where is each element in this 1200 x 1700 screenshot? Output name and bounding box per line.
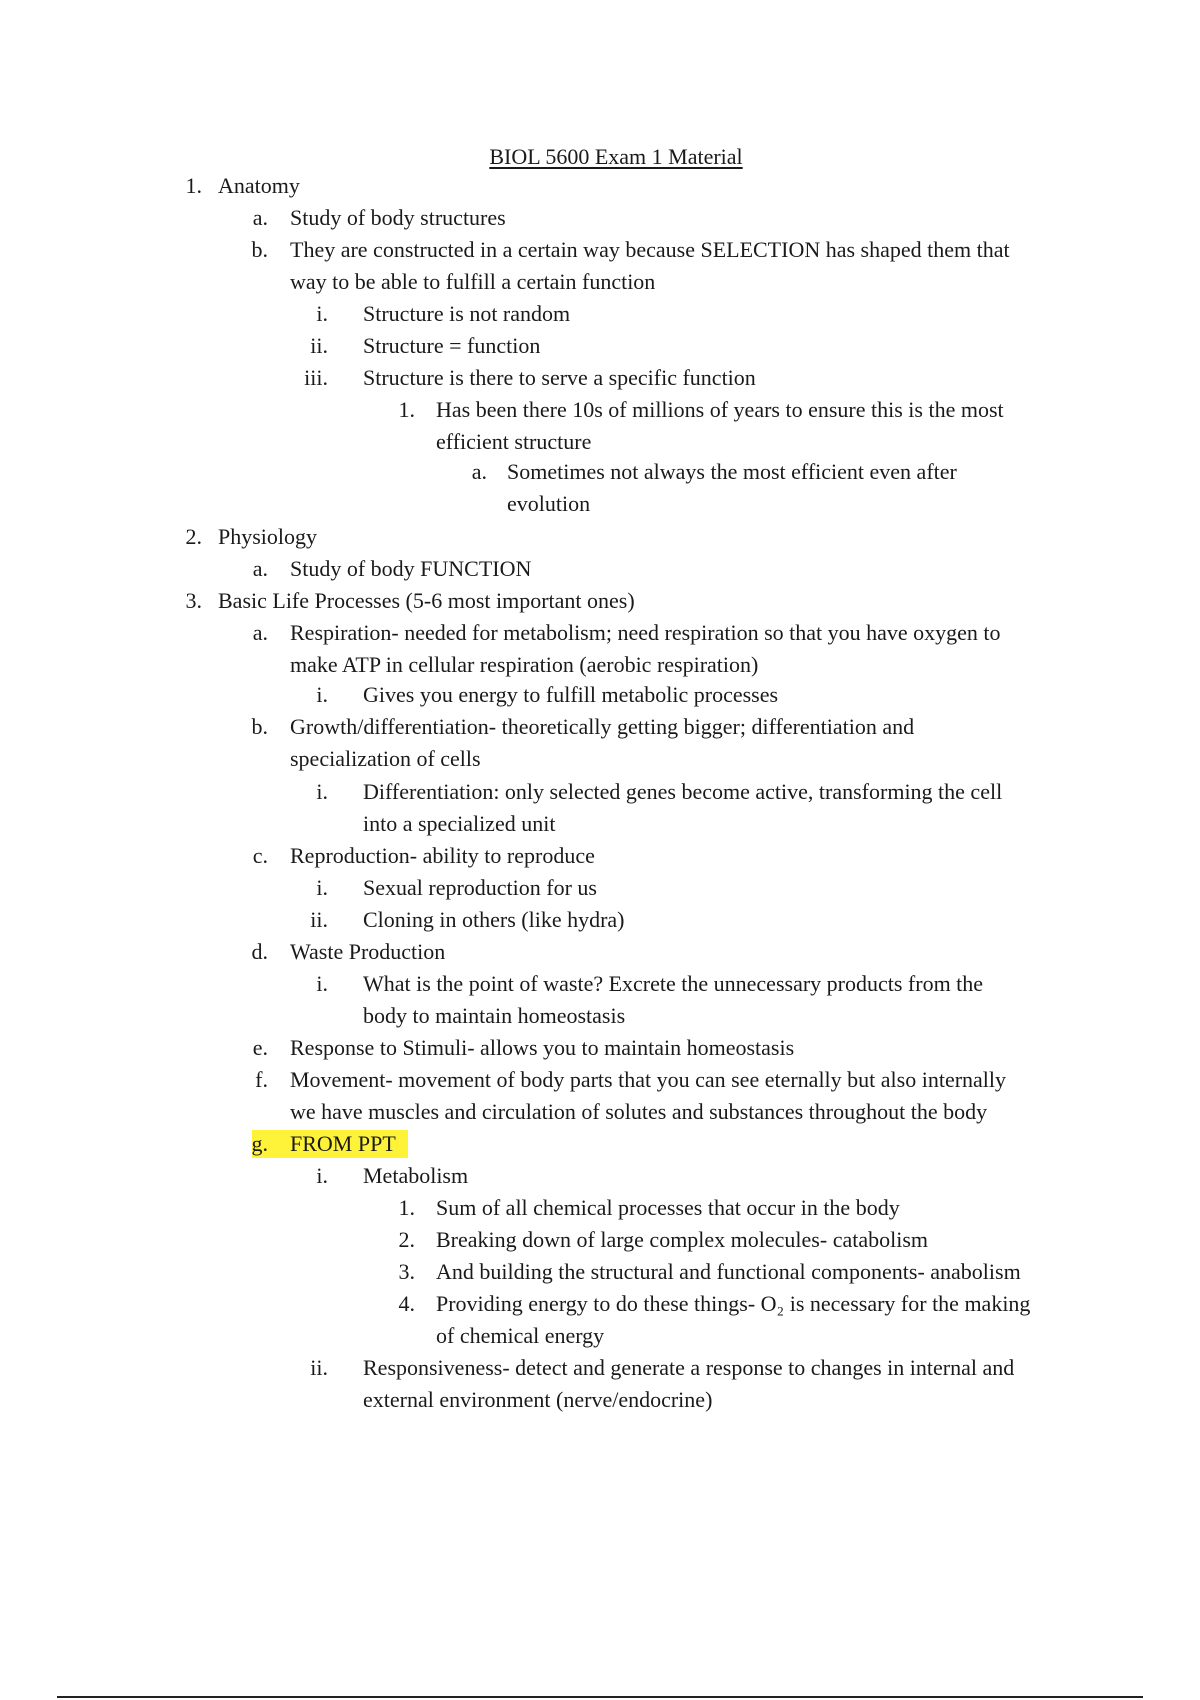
list-item-text: FROM PPT [290,1131,396,1156]
list-item-text: Has been there 10s of millions of years to ensure this is the most [436,397,1004,422]
list-marker: 3. [398,1259,415,1284]
page-bottom-rule [57,1696,1143,1698]
list-marker: f. [255,1067,268,1092]
list-marker: b. [251,714,268,739]
list-item-text: Study of body FUNCTION [290,556,532,581]
list-marker: iii. [304,365,328,390]
list-marker: i. [316,779,328,804]
list-item-text: What is the point of waste? Excrete the unnecessary products from the [363,971,984,996]
list-marker: g. [251,1131,268,1156]
list-marker: c. [252,843,268,868]
list-marker: ii. [310,907,328,932]
list-item-text: into a specialized unit [363,811,556,836]
list-item-text: They are constructed in a certain way because SELECTION has shaped them that [290,237,1010,262]
list-item-text: And building the structural and functional components- anabolism [436,1259,1021,1284]
list-item-text: Responsiveness- detect and generate a response to changes in internal and [363,1355,1015,1380]
list-marker: b. [251,237,268,262]
list-item-text: Providing energy to do these things- O₂ is necessary for the making [436,1291,1031,1316]
list-marker: 3. [185,588,202,613]
list-item-text: Structure = function [363,333,541,358]
list-marker: d. [251,939,268,964]
list-marker: a. [252,620,268,645]
list-item-text: we have muscles and circulation of solutes and substances throughout the body [290,1099,988,1124]
list-marker: i. [316,682,328,707]
list-marker: 1. [185,173,202,198]
list-item-text: Sometimes not always the most efficient even after [507,459,957,484]
list-marker: a. [471,459,487,484]
list-marker: i. [316,1163,328,1188]
list-item-text: Respiration- needed for metabolism; need respiration so that you have oxygen to [290,620,1001,645]
list-marker: 1. [398,1195,415,1220]
list-item-text: Response to Stimuli- allows you to maintain homeostasis [290,1035,795,1060]
list-marker: 2. [185,524,202,549]
list-item-text: external environment (nerve/endocrine) [363,1387,713,1412]
list-item-text: way to be able to fulfill a certain function [290,269,656,294]
list-marker: i. [316,301,328,326]
document-title: BIOL 5600 Exam 1 Material [489,144,743,169]
list-marker: ii. [310,333,328,358]
list-item-text: Sexual reproduction for us [363,875,597,900]
list-item-text: body to maintain homeostasis [363,1003,626,1028]
list-item-text: Movement- movement of body parts that you can see eternally but also internally [290,1067,1007,1092]
list-item-text: Sum of all chemical processes that occur in the body [436,1195,900,1220]
list-item-text: Metabolism [363,1163,469,1188]
list-marker: i. [316,971,328,996]
list-item-text: Basic Life Processes (5-6 most important ones) [218,588,635,613]
list-marker: 1. [398,397,415,422]
list-marker: 2. [398,1227,415,1252]
list-item-text: evolution [507,491,591,516]
list-item-text: of chemical energy [436,1323,605,1348]
list-item-text: Study of body structures [290,205,506,230]
list-marker: e. [252,1035,268,1060]
list-item-text: make ATP in cellular respiration (aerobic respiration) [290,652,759,677]
list-item-text: Gives you energy to fulfill metabolic processes [363,682,779,707]
list-item-text: Anatomy [218,173,300,198]
list-item-text: efficient structure [436,429,592,454]
list-marker: a. [252,556,268,581]
list-item-text: Physiology [218,524,318,549]
list-item-text: Breaking down of large complex molecules- catabolism [436,1227,929,1252]
list-item-text: Structure is not random [363,301,571,326]
list-marker: i. [316,875,328,900]
list-item-text: Cloning in others (like hydra) [363,907,625,932]
list-marker: a. [252,205,268,230]
list-item-text: specialization of cells [290,746,481,771]
list-marker: ii. [310,1355,328,1380]
list-item-text: Differentiation: only selected genes become active, transforming the cell [363,779,1003,804]
list-item-text: Waste Production [290,939,446,964]
list-item-text: Reproduction- ability to reproduce [290,843,595,868]
list-marker: 4. [398,1291,415,1316]
list-item-text: Growth/differentiation- theoretically getting bigger; differentiation and [290,714,915,739]
list-item-text: Structure is there to serve a specific function [363,365,756,390]
